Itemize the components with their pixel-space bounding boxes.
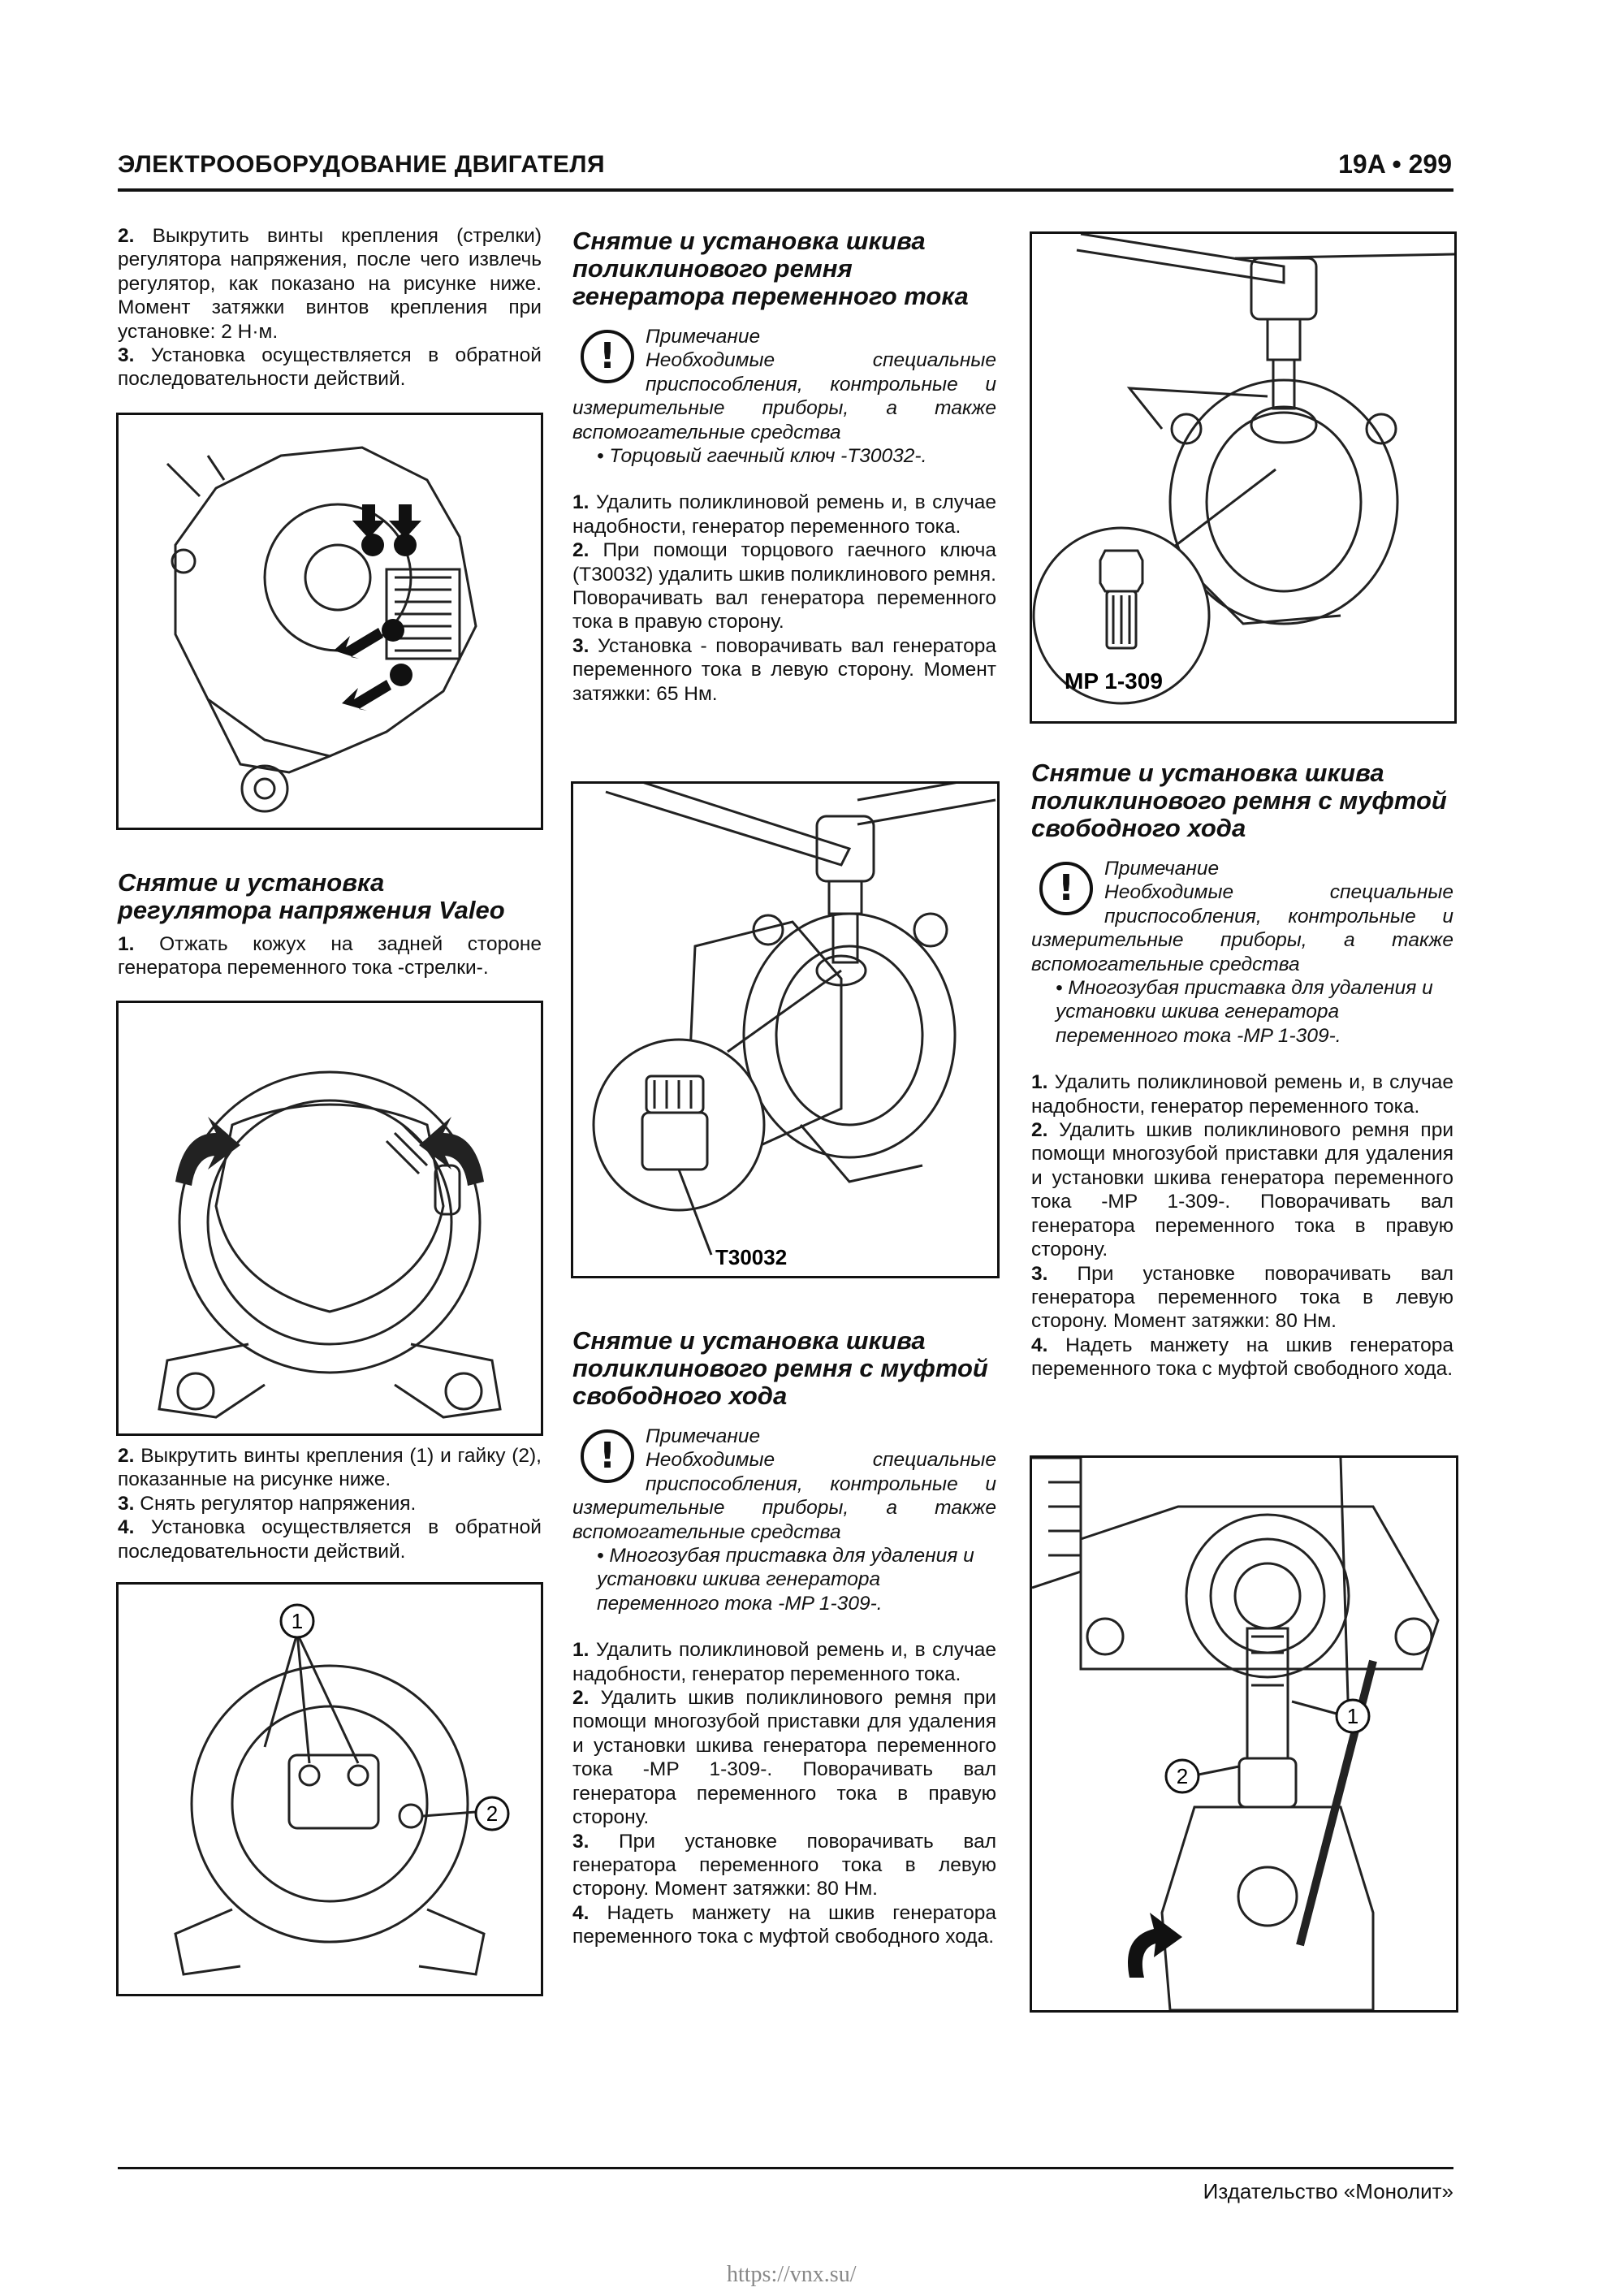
running-header-section: ЭЛЕКТРООБОРУДОВАНИЕ ДВИГАТЕЛЯ [118, 151, 606, 178]
step-text: Установка осуществляется в обратной последовательности действий. [118, 1516, 542, 1563]
s2-step-3 [572, 1830, 996, 1901]
s2-step-2 [572, 1686, 996, 1829]
figure-valeo-bolts [116, 1582, 543, 1996]
step-text: Отжать кожух на задней стороне генератора переменного тока -стрелки-. [118, 933, 542, 979]
step-text: При установке поворачивать вал генератора переменного тока в левую сторону. Момент затяжки: 80 Нм. [1031, 1262, 1454, 1333]
callout-1 [281, 1605, 313, 1637]
column-1-valeo [118, 869, 542, 980]
note-bullet [1031, 976, 1453, 1048]
callout-2 [1166, 1760, 1199, 1792]
bullet-icon: • [597, 445, 604, 468]
section-title: Снятие и установка шкива поликлинового ремня с муфтой свободного хода [1031, 759, 1447, 842]
step-text: Удалить шкив поликлинового ремня при помощи многозубой приставки для удаления и установки шкива генератора переменного тока -MP 1-309-. Поворачивать вал генератора переменного тока в правую сторону. [1031, 1119, 1454, 1261]
step-2 [118, 224, 542, 344]
note-bullet [572, 1544, 996, 1615]
exclamation-icon: ! [581, 330, 634, 383]
section-title: Снятие и установка шкива поликлинового ремня генератора переменного тока [572, 227, 969, 310]
note-box [572, 325, 996, 468]
note-label: Примечание [646, 326, 761, 348]
figure-valeo-cover [116, 1001, 543, 1436]
step-1 [1031, 1070, 1453, 1118]
step-number: 2. [118, 225, 135, 247]
step-text: Удалить поликлиновой ремень и, в случае надобности, генератор переменного тока. [1031, 1071, 1453, 1118]
bullet-icon: • [597, 1545, 604, 1567]
step-text: Снять регулятор напряжения. [140, 1492, 417, 1515]
exclamation-icon: ! [581, 1429, 634, 1483]
note-text: Необходимые специальные приспособления, контрольные и измерительные приборы, а также вспомогательные средства [572, 349, 996, 443]
valeo-step-2 [118, 1444, 542, 1492]
step-number: 3. [1031, 1262, 1048, 1285]
tool-name: Многозубая приставка для удаления и установки шкива генератора переменного тока -MP 1-309-. [597, 1545, 974, 1615]
step-4 [1031, 1334, 1453, 1381]
figure-pulley-removal [1030, 1455, 1458, 2013]
section-title: Снятие и установка регулятора напряжения Valeo [118, 868, 505, 924]
step-text: Выкрутить винты крепления (1) и гайку (2), показанные на рисунке ниже. [118, 1445, 542, 1491]
figure-t30032 [571, 781, 1000, 1278]
multi-tooth-adapter-drawing [1032, 234, 1454, 721]
s1-step-2 [572, 538, 996, 634]
callout-1-label: 1 [291, 1609, 304, 1633]
alternator-regulator-drawing [119, 1585, 541, 1994]
step-number: 1. [1031, 1071, 1048, 1094]
note-text: Необходимые специальные приспособления, контрольные и измерительные приборы, а также вспомогательные средства [572, 1449, 996, 1543]
step-number: 2. [572, 1687, 590, 1710]
footer-url[interactable]: https://vnx.su/ [727, 2262, 857, 2287]
step-text: Надеть манжету на шкив генератора переменного тока с муфтой свободного хода. [1031, 1334, 1453, 1381]
exclamation-icon: ! [1039, 862, 1093, 915]
callout-2-label: 2 [486, 1801, 499, 1826]
valeo-step-3 [118, 1492, 542, 1516]
figure-regulator-bolts [116, 413, 543, 830]
step-text: При помощи торцового гаечного ключа (T30032) удалить шкив поликлинового ремня. Поворачивать вал генератора переменного тока в правую сторону. [572, 539, 997, 633]
header-rule [118, 188, 1453, 192]
figure-mp-1-309 [1030, 231, 1457, 724]
valeo-step-1 [118, 932, 542, 980]
step-number: 2. [118, 1445, 135, 1467]
rotation-arrow-icon [1128, 1913, 1182, 1978]
tool-name: Торцовый гаечный ключ -T30032-. [609, 445, 927, 468]
step-text: Удалить шкив поликлинового ремня при помощи многозубой приставки для удаления и установки шкива генератора переменного тока -MP 1-309-. Поворачивать вал генератора переменного тока в правую сторону. [572, 1687, 996, 1829]
step-number: 4. [118, 1516, 135, 1539]
step-text: Выкрутить винты крепления (стрелки) регулятора напряжения, после чего извлечь регулятор, как показано на рисунке ниже. Момент затяжки винтов крепления при установке: 2 Н·м. [118, 225, 542, 343]
step-3 [118, 344, 542, 391]
step-text: Надеть манжету на шкив генератора переменного тока с муфтой свободного хода. [572, 1901, 996, 1948]
step-number: 1. [118, 933, 135, 955]
step-number: 1. [572, 491, 590, 514]
note-label: Примечание [1104, 858, 1220, 880]
tool-label: T30032 [715, 1245, 788, 1269]
callout-2 [476, 1797, 508, 1830]
step-number: 2. [572, 539, 590, 562]
note-text: Необходимые специальные приспособления, контрольные и измерительные приборы, а также вспомогательные средства [1031, 881, 1453, 975]
step-number: 3. [118, 1492, 135, 1515]
socket-wrench-drawing [573, 784, 997, 1276]
alternator-cover-drawing [119, 1003, 541, 1433]
step-text: Удалить поликлиновой ремень и, в случае надобности, генератор переменного тока. [572, 1639, 996, 1685]
step-number: 4. [572, 1901, 590, 1924]
step-text: При установке поворачивать вал генератора переменного тока в левую сторону. Момент затяжки: 80 Нм. [572, 1830, 997, 1900]
step-number: 3. [572, 1830, 590, 1853]
callout-1 [1337, 1700, 1369, 1732]
column-2-lower [572, 1327, 996, 1949]
s2-step-1 [572, 1638, 996, 1686]
step-2 [1031, 1118, 1453, 1261]
callout-2-label: 2 [1176, 1764, 1189, 1788]
note-bullet [572, 444, 996, 468]
pulley-removal-drawing [1032, 1458, 1456, 2010]
tool-label: MP 1-309 [1065, 668, 1163, 694]
bullet-icon: • [1056, 977, 1063, 1000]
step-number: 4. [1031, 1334, 1048, 1356]
note-box [572, 1425, 996, 1615]
s2-step-4 [572, 1901, 996, 1949]
s1-step-3 [572, 634, 996, 706]
footer-rule [118, 2167, 1453, 2169]
note-label: Примечание [646, 1425, 761, 1447]
step-3 [1031, 1262, 1453, 1334]
column-2 [572, 227, 996, 706]
column-1-steps [118, 1444, 542, 1563]
running-header-page: 19A • 299 [1338, 149, 1452, 179]
note-box [1031, 857, 1453, 1048]
column-3 [1031, 759, 1453, 1381]
valeo-step-4 [118, 1516, 542, 1563]
step-text: Установка осуществляется в обратной последовательности действий. [118, 344, 542, 391]
alternator-rear-drawing [119, 415, 541, 828]
step-number: 2. [1031, 1119, 1048, 1142]
footer-publisher: Издательство «Монолит» [1203, 2179, 1453, 2203]
s1-step-1 [572, 491, 996, 538]
step-text: Установка - поворачивать вал генератора переменного тока в левую сторону. Момент затяжки: 65 Нм. [572, 634, 996, 705]
callout-1-label: 1 [1346, 1704, 1359, 1728]
step-number: 3. [572, 634, 590, 657]
step-text: Удалить поликлиновой ремень и, в случае надобности, генератор переменного тока. [572, 491, 996, 538]
tool-name: Многозубая приставка для удаления и установки шкива генератора переменного тока -MP 1-309-. [1056, 977, 1433, 1047]
column-1 [118, 224, 542, 391]
step-number: 3. [118, 344, 135, 367]
section-title: Снятие и установка шкива поликлинового ремня с муфтой свободного хода [572, 1326, 988, 1410]
step-number: 1. [572, 1639, 590, 1662]
